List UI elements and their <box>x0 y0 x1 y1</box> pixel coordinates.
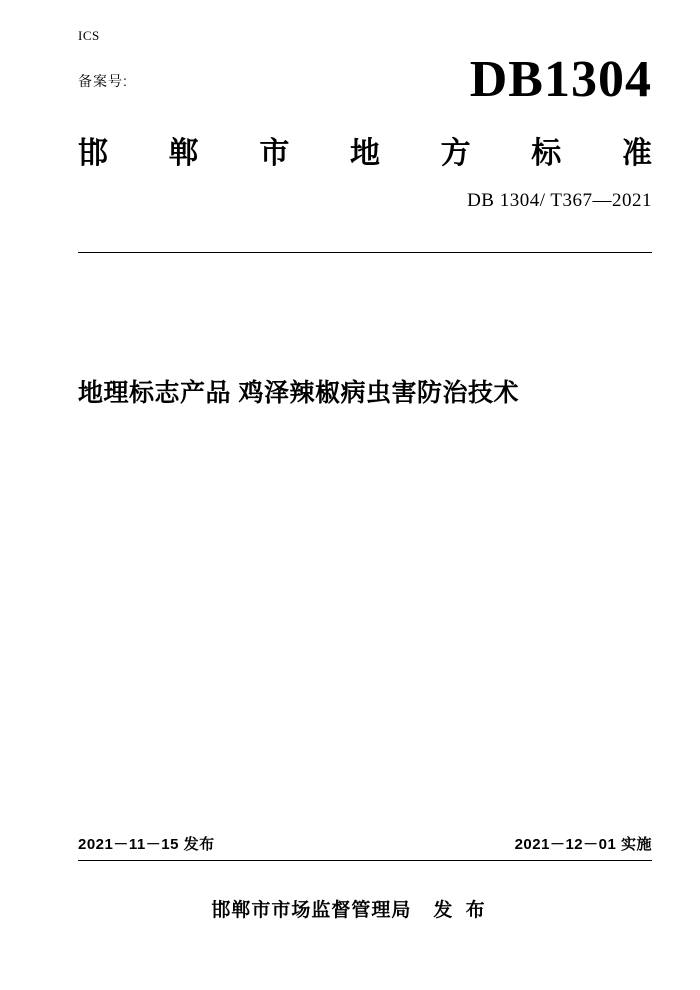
standard-type-char-0: 邯 <box>78 137 108 170</box>
publish-word: 发 布 <box>433 900 489 921</box>
standard-type-char-6: 准 <box>621 137 652 170</box>
footer-divider <box>78 860 652 861</box>
standard-db-number: DB1304 <box>469 51 652 108</box>
standard-type-char-1: 郸 <box>168 137 199 170</box>
issue-date: 2021－11－15 发布 <box>78 836 215 853</box>
header-divider <box>78 252 652 253</box>
standard-type-char-2: 市 <box>259 137 290 170</box>
standard-code: DB 1304/ T367—2021 <box>467 190 652 211</box>
page-title: 地理标志产品 鸡泽辣椒病虫害防治技术 <box>78 379 519 407</box>
publisher-line <box>0 895 700 922</box>
standard-type-heading <box>78 128 652 172</box>
ics-label: ICS <box>78 28 100 43</box>
publisher-name: 邯郸市市场监督管理局 <box>211 900 412 921</box>
standard-type-char-4: 方 <box>440 137 471 170</box>
standard-type-char-5: 标 <box>531 137 562 170</box>
record-number-label: 备案号: <box>78 73 128 89</box>
standard-type-char-3: 地 <box>349 137 380 170</box>
effective-date: 2021－12－01 实施 <box>514 836 652 853</box>
